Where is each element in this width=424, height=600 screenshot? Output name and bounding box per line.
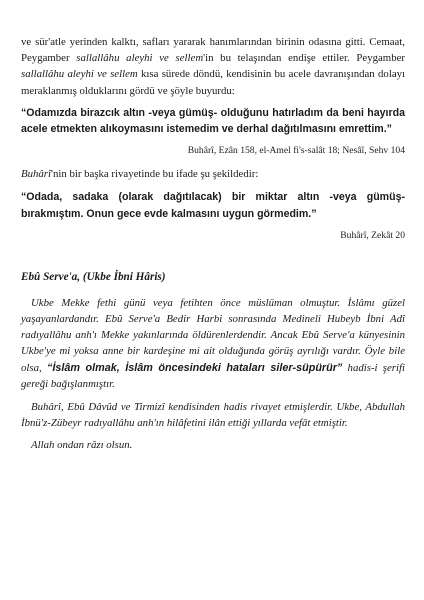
hadith-saying: “İslâm olmak, İslâm öncesindeki hataları siler-süpürür”: [46, 361, 343, 374]
source-citation-2: Buhârî, Zekât 20: [340, 229, 405, 241]
biography-paragraph-2: Buhârî, Ebû Dâvûd ve Tirmizî kendisinden hadis rivayet etmişlerdir. Ukbe, Abdullah İbnü'z-Zübeyr radıyallâhu anh'ın hilâfetini ilân ettiği yıllarda vefât etmiştir.: [21, 401, 405, 430]
salawat-2: sallallâhu aleyhi ve sellem: [21, 68, 138, 81]
transition-text: 'nin bir başka rivayetinde bu ifade şu şekildedir:: [51, 168, 259, 181]
section-heading: Ebû Serve'a, (Ukbe İbni Hâris): [21, 270, 166, 283]
intro-text-c: 'in bu telaşından endişe ettiler. Peygamber: [203, 52, 405, 65]
closing-prayer: Allah ondan râzı olsun.: [31, 439, 133, 452]
bukhari-name: Buhârî: [21, 168, 51, 181]
salawat-1: sallallâhu aleyhi ve sellem: [76, 52, 204, 65]
source-citation-1: Buhârî, Ezân 158, el-Amel fi's-salât 18; Nesâî, Sehv 104: [187, 145, 405, 157]
intro-paragraph: [21, 34, 405, 99]
intro-text-e: kısa sürede döndü, kendisinin bu acele davranışından dolayı meraklanmış olduklarını gördü ve şöyle buyurdu:: [21, 68, 406, 97]
biography-text-1-end: hadis-i şerifi gereği bağışlanmıştır.: [21, 361, 405, 390]
hadith-quote-2: “Odada, sadaka (olarak dağıtılacak) bir miktar altın -veya gümüş- bırakmıştım. Onun gece evde kalmasını uygun görmedim.”: [21, 191, 405, 220]
intro-text-a: ve sür'atle yerinden kalktı, safları yararak hanımlarından birinin odasına gitti. Cemaat, Peygamber: [21, 36, 405, 65]
transition-paragraph: [21, 166, 405, 182]
hadith-quote-1: “Odamızda birazcık altın -veya gümüş- olduğunu hatırladım da beni hayırda acele etmekten alıkoymasını istemedim ve derhal dağıtılmasını emrettim.”: [21, 106, 405, 136]
biography-paragraph-1: [21, 295, 405, 392]
biography-text-1: Ukbe Mekke fethi günü veya fetihten önce müslüman olmuştur. İslâmı güzel yaşayanlardandır. Ebû Serve'a Bedir Harbi sonrasında Medineli Hubeyb İbni Adî radıyallâhu anh'ı Mekke yakınlarında öldürenlerdendir. Ancak Ebû Serve'a künyesinin Ukbe'ye mi yoksa anne bir kardeşine mi ait olduğunda görüş ayrılığı vardır. Öyle bile olsa,: [21, 296, 405, 374]
